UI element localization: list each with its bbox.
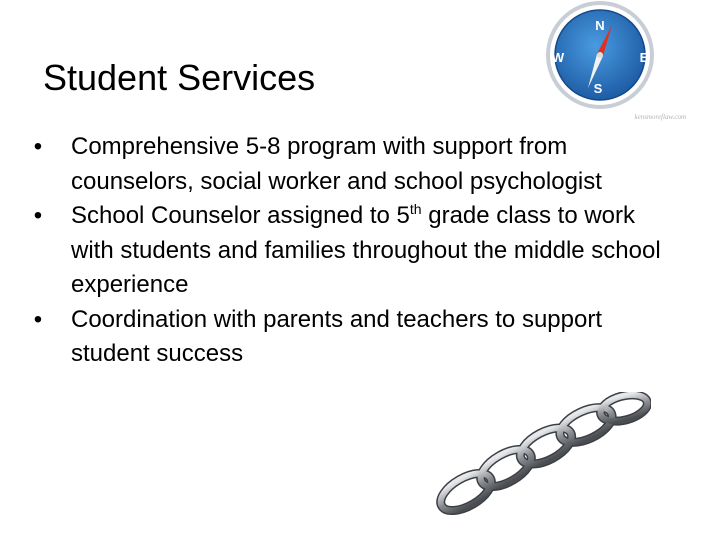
bullet-text-start: School Counselor assigned to 5 bbox=[71, 202, 410, 229]
bullet-text-end: grade class to work with students and families throughout the middle school experience bbox=[71, 202, 661, 298]
compass-e-label: E bbox=[639, 50, 649, 65]
bullet-text: Comprehensive 5-8 program with support from counselors, social worker and school psychologist bbox=[71, 133, 602, 195]
compass-w-label: W bbox=[551, 50, 565, 65]
compass-n-label: N bbox=[595, 18, 605, 33]
bullet-marker: • bbox=[33, 202, 43, 229]
bullet-marker: • bbox=[33, 305, 43, 333]
bullet-marker: • bbox=[33, 133, 43, 160]
bullet-item bbox=[28, 303, 678, 372]
compass-watermark: kensmoreflaw.com bbox=[634, 113, 686, 121]
bullet-list bbox=[28, 130, 678, 372]
slide-title: Student Services bbox=[43, 57, 316, 98]
bullet-item bbox=[28, 130, 678, 199]
chain-icon bbox=[436, 392, 651, 522]
ordinal-suffix: th bbox=[409, 201, 422, 217]
bullet-item bbox=[28, 199, 678, 303]
compass-s-label: S bbox=[593, 81, 603, 96]
compass-icon bbox=[512, 0, 690, 124]
bullet-text: Coordination with parents and teachers to support student success bbox=[71, 305, 602, 367]
